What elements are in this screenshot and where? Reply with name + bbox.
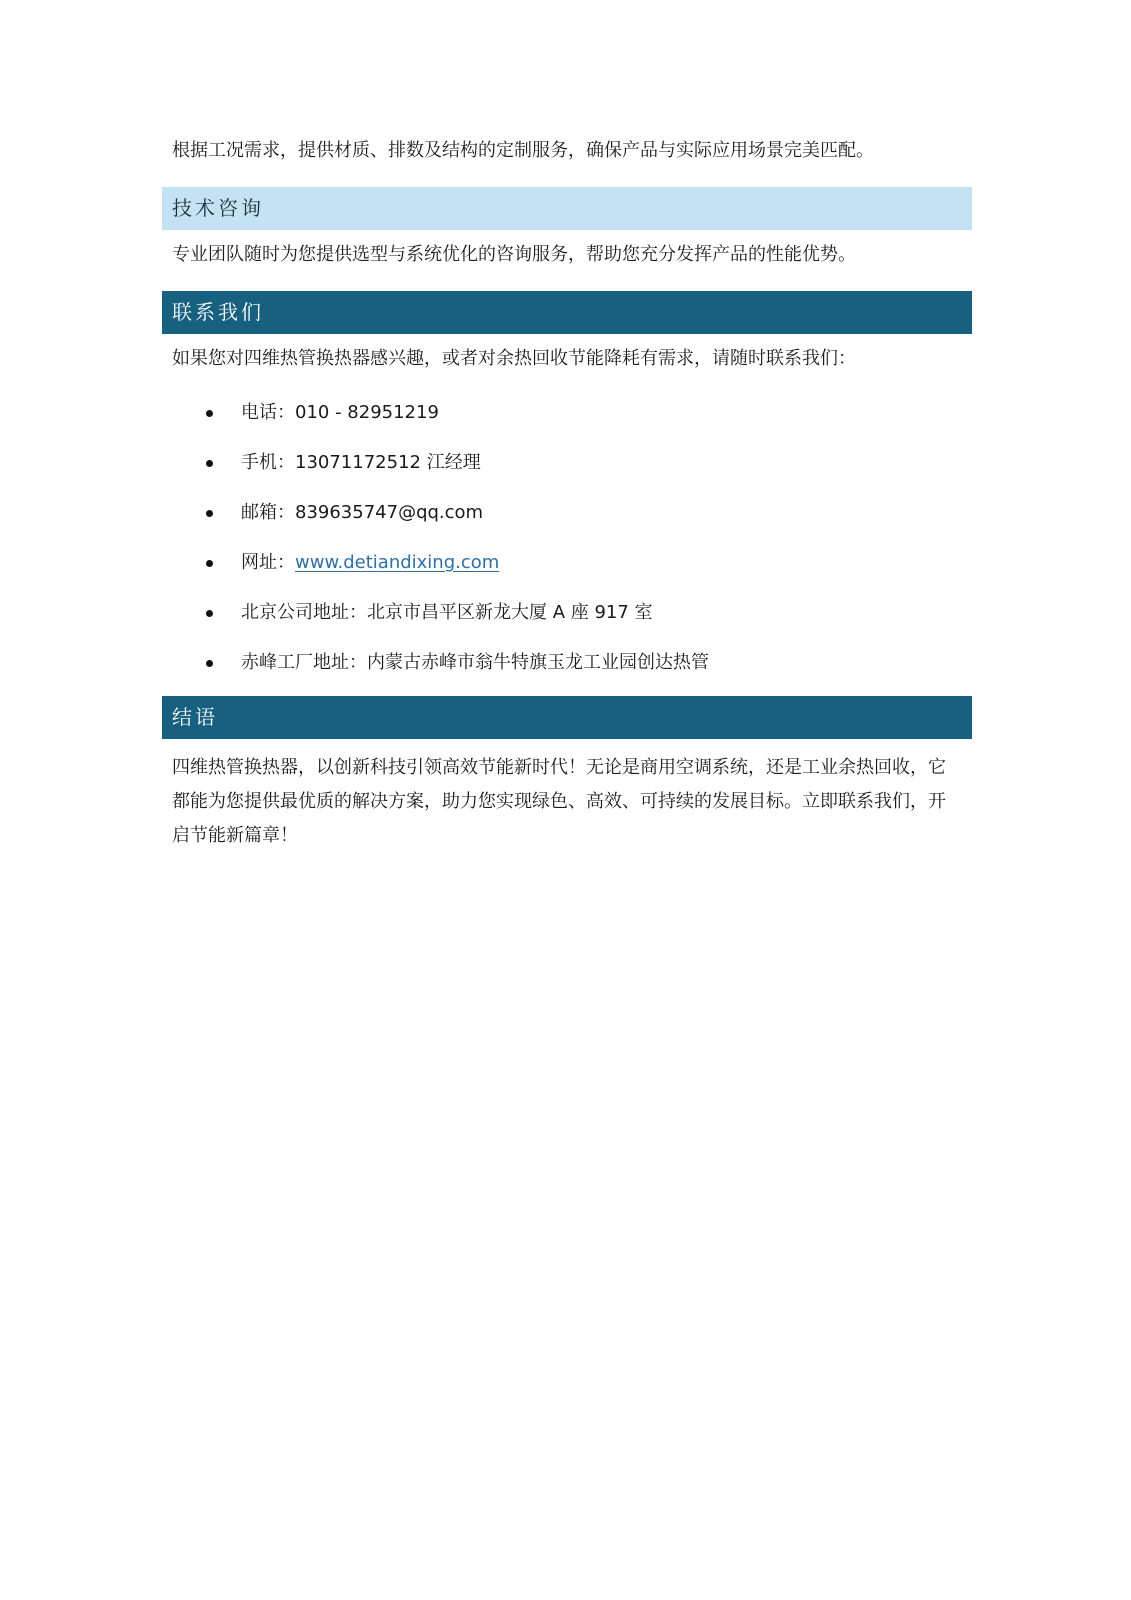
contact-item-mobile xyxy=(204,448,964,478)
contact-item-website xyxy=(204,548,964,578)
bullet-icon xyxy=(206,660,213,667)
conclusion-paragraph: 四维热管换热器，以创新科技引领高效节能新时代！无论是商用空调系统，还是工业余热回收，它都能为您提供最优质的解决方案，助力您实现绿色、高效、可持续的发展目标。立即联系我们，开启节能新篇章！ xyxy=(172,757,946,846)
beijing-address: 北京市昌平区新龙大厦 A 座 917 室 xyxy=(367,602,653,623)
bullet-icon xyxy=(206,560,213,567)
tech-consulting-paragraph: 专业团队随时为您提供选型与系统优化的咨询服务，帮助您充分发挥产品的性能优势。 xyxy=(172,244,856,265)
bullet-icon xyxy=(206,510,213,517)
contact-intro-paragraph: 如果您对四维热管换热器感兴趣，或者对余热回收节能降耗有需求，请随时联系我们： xyxy=(172,348,856,369)
bullet-icon xyxy=(206,410,213,417)
section-heading-contact-us: 联系我们 xyxy=(162,291,972,334)
contact-item-email xyxy=(204,498,964,528)
chifeng-address: 内蒙古赤峰市翁牛特旗玉龙工业园创达热管 xyxy=(367,652,709,673)
bullet-icon xyxy=(206,610,213,617)
contact-label: 电话： xyxy=(241,402,295,423)
section-heading-conclusion: 结语 xyxy=(162,696,972,739)
section-heading-tech-consulting: 技术咨询 xyxy=(162,187,972,230)
contact-item-beijing-address xyxy=(204,598,964,628)
contact-label: 邮箱： xyxy=(241,502,295,523)
bullet-icon xyxy=(206,460,213,467)
intro-paragraph: 根据工况需求，提供材质、排数及结构的定制服务，确保产品与实际应用场景完美匹配。 xyxy=(172,140,874,161)
mobile-number[interactable]: 13071172512 江经理 xyxy=(295,452,481,473)
contact-label: 网址： xyxy=(241,552,295,573)
contact-label: 赤峰工厂地址： xyxy=(241,652,367,673)
website-link[interactable]: www.detiandixing.com xyxy=(295,552,500,573)
email-address[interactable]: 839635747@qq.com xyxy=(295,502,484,523)
contact-label: 手机： xyxy=(241,452,295,473)
contact-label: 北京公司地址： xyxy=(241,602,367,623)
phone-number[interactable]: 010 - 82951219 xyxy=(295,402,439,423)
contact-item-chifeng-address xyxy=(204,648,964,678)
contact-item-phone xyxy=(204,398,964,428)
